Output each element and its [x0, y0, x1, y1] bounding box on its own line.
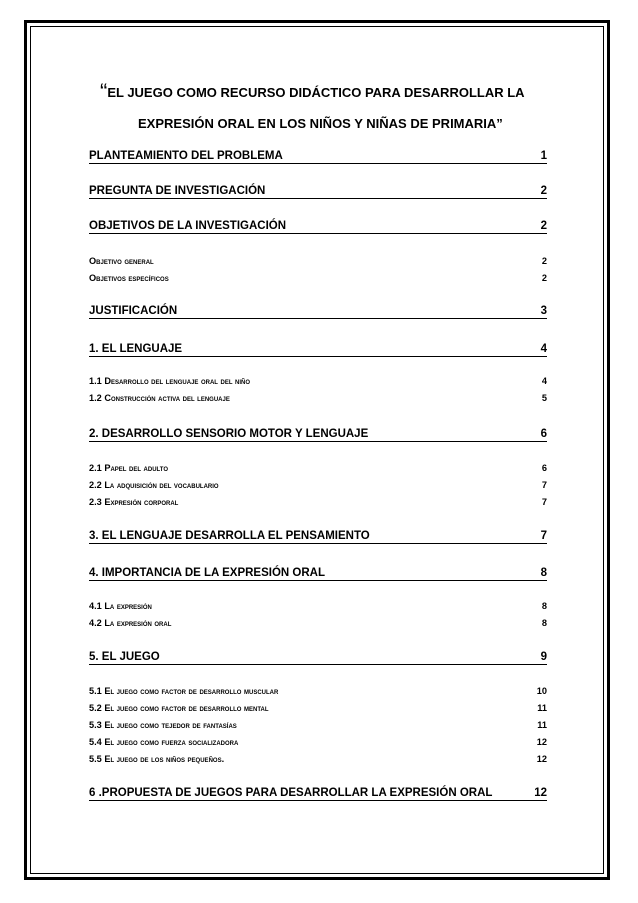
toc-entry-2-3[interactable]: [89, 493, 547, 509]
toc-entry-el-lenguaje[interactable]: [89, 340, 547, 357]
toc-entry-label: 2.2 La adquisición del vocabulario: [89, 480, 219, 490]
toc-entry-page: 6: [540, 428, 547, 440]
toc-entry-page: 4: [540, 343, 547, 355]
toc-entry-el-juego[interactable]: [89, 648, 547, 665]
toc-entry-4-2[interactable]: [89, 614, 547, 630]
toc-entry-importancia[interactable]: [89, 564, 547, 581]
toc-entry-page: 12: [536, 737, 547, 747]
toc-entry-label: 2.1 Papel del adulto: [89, 463, 169, 473]
toc-entry-objetivo-general[interactable]: [89, 252, 547, 268]
toc-entry-page: 8: [541, 601, 547, 611]
toc-entry-page: 7: [541, 497, 547, 507]
toc-entry-planteamiento[interactable]: [89, 147, 547, 164]
toc-entry-2-2[interactable]: [89, 476, 547, 492]
toc-entry-label: OBJETIVOS DE LA INVESTIGACIÓN: [89, 220, 287, 232]
toc-entry-page: 5: [541, 393, 547, 403]
toc-entry-page: 3: [540, 305, 547, 317]
toc-entry-page: 4: [541, 376, 547, 386]
title-line-1: EL JUEGO COMO RECURSO DIDÁCTICO PARA DESARROLLAR LA: [107, 85, 525, 100]
toc-entry-5-4[interactable]: [89, 733, 547, 749]
toc-entry-page: 11: [537, 703, 547, 713]
toc-entry-page: 2: [541, 256, 547, 266]
toc-entry-page: 12: [534, 787, 547, 799]
toc-entry-label: JUSTIFICACIÓN: [89, 305, 178, 317]
title-open-quote: “: [100, 79, 108, 104]
toc-entry-5-5[interactable]: [89, 750, 547, 766]
toc-entry-page: 6: [541, 463, 547, 473]
toc-entry-propuesta[interactable]: [89, 784, 547, 801]
toc-entry-objetivos[interactable]: [89, 217, 547, 234]
toc-entry-page: 2: [541, 273, 547, 283]
toc-entry-page: 10: [536, 686, 547, 696]
toc-entry-5-3[interactable]: [89, 716, 547, 732]
toc-entry-label: 5.3 El juego como tejedor de fantasías: [89, 720, 237, 730]
toc-entry-label: Objetivos específicos: [89, 273, 169, 283]
toc-entry-justificacion[interactable]: [89, 302, 547, 319]
title-line-2: EXPRESIÓN ORAL EN LOS NIÑOS Y NIÑAS DE PRIMARIA”: [138, 116, 503, 131]
toc-entry-page: 9: [540, 651, 547, 663]
toc-entry-label: 1.1 Desarrollo del lenguaje oral del niño: [89, 376, 251, 386]
toc-entry-pregunta[interactable]: [89, 182, 547, 199]
toc-entry-label: 4. IMPORTANCIA DE LA EXPRESIÓN ORAL: [89, 567, 325, 579]
toc-entry-label: 5.5 El juego de los niños pequeños.: [89, 754, 225, 764]
toc-entry-lenguaje-pensamiento[interactable]: [89, 527, 547, 544]
toc-entry-1-1[interactable]: [89, 372, 547, 388]
toc-entry-label: 4.2 La expresión oral: [89, 618, 172, 628]
toc-entry-4-1[interactable]: [89, 597, 547, 613]
toc-entry-label: PLANTEAMIENTO DEL PROBLEMA: [89, 150, 283, 162]
toc-entry-objetivos-especificos[interactable]: [89, 269, 547, 285]
toc-entry-1-2[interactable]: [89, 389, 547, 405]
toc-entry-2-1[interactable]: [89, 459, 547, 475]
toc-entry-label: 3. EL LENGUAJE DESARROLLA EL PENSAMIENTO: [89, 530, 370, 542]
toc-entry-label: 5. EL JUEGO: [89, 651, 160, 663]
toc-entry-page: 7: [541, 480, 547, 490]
toc-entry-page: 2: [540, 185, 547, 197]
toc-entry-page: 8: [540, 567, 547, 579]
toc-entry-label: Objetivo general: [89, 256, 154, 266]
toc-entry-label: 6 .PROPUESTA DE JUEGOS PARA DESARROLLAR LA EXPRESIÓN ORAL: [89, 787, 493, 799]
toc-entry-label: 1.2 Construcción activa del lenguaje: [89, 393, 230, 403]
toc-entry-label: 4.1 La expresión: [89, 601, 152, 611]
toc-entry-page: 8: [541, 618, 547, 628]
toc-entry-label: 5.2 El juego como factor de desarrollo mental: [89, 703, 269, 713]
toc-entry-page: 2: [540, 220, 547, 232]
toc-entry-label: 5.4 El juego como fuerza socializadora: [89, 737, 239, 747]
toc-entry-label: PREGUNTA DE INVESTIGACIÓN: [89, 185, 266, 197]
toc-entry-label: 2. DESARROLLO SENSORIO MOTOR Y LENGUAJE: [89, 428, 369, 440]
toc-entry-label: 2.3 Expresión corporal: [89, 497, 179, 507]
toc-entry-5-2[interactable]: [89, 699, 547, 715]
toc-entry-desarrollo-sensorio[interactable]: [89, 425, 547, 442]
document-title: [100, 76, 560, 139]
toc-entry-page: 12: [536, 754, 547, 764]
toc-entry-label: 1. EL LENGUAJE: [89, 343, 183, 355]
toc-entry-5-1[interactable]: [89, 682, 547, 698]
toc-entry-page: 1: [540, 150, 547, 162]
toc-entry-label: 5.1 El juego como factor de desarrollo muscular: [89, 686, 279, 696]
toc-entry-page: 7: [540, 530, 547, 542]
toc-entry-page: 11: [537, 720, 547, 730]
